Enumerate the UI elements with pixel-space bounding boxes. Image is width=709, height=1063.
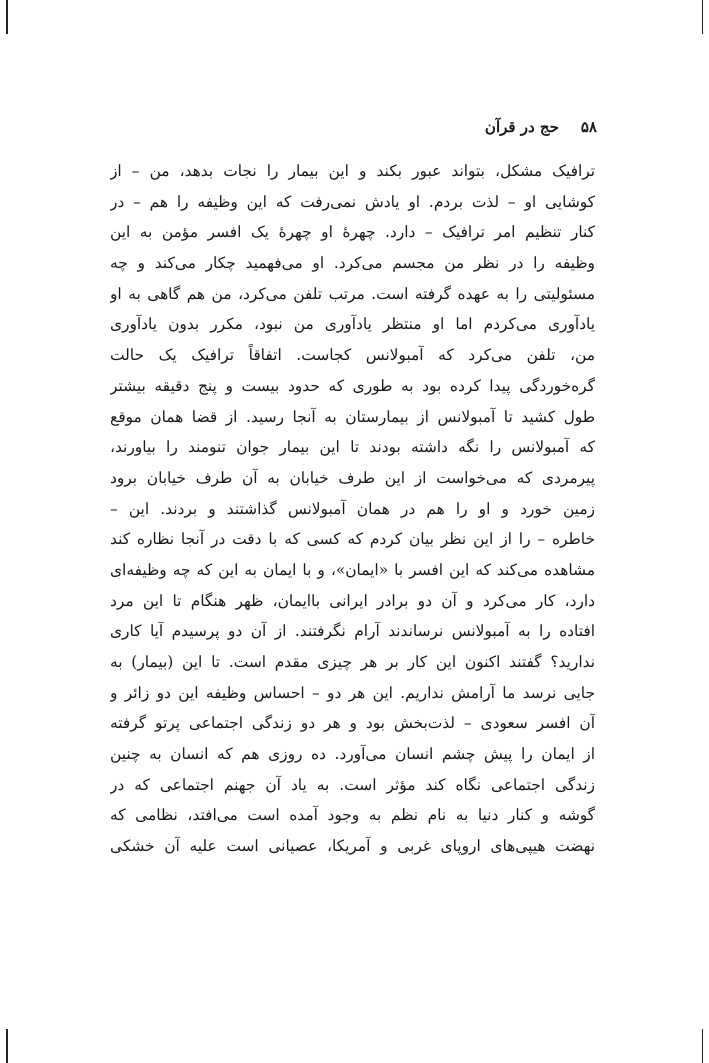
- text-line: وظیفه را در نظر من مجسم می‌کرد. او می‌فهمید چکار می‌کند و چه: [110, 254, 595, 273]
- running-head-title: حج در قرآن: [484, 118, 559, 136]
- text-line: ندارید؟ گفتند اکنون این کار بر هر چیزی مقدم است. تا این (بیمار) به: [110, 653, 595, 671]
- text-line: افتاده را به آمبولانس نرساندند آرام نگرفتند. از آن دو پرسیدم آیا کاری: [110, 622, 595, 641]
- text-line: گوشه و کنار دنیا به نام نظم به وجود آمده است می‌افتد، نظامی که: [110, 806, 595, 825]
- body-text: [110, 156, 595, 862]
- text-line: آن افسر سعودی – لذت‌بخش بود و هر دو زندگی اجتماعی پرتو گرفته: [110, 714, 595, 733]
- crop-mark-bottom-left: [6, 1029, 8, 1063]
- text-line: گره‌خوردگی پیدا کرده بود به طوری که حدود بیست و پنج دقیقه بیشتر: [110, 376, 595, 395]
- text-line: مشاهده می‌کند که این افسر با «ایمان»، و با ایمان به این که چه وظیفه‌ای: [110, 560, 595, 579]
- text-line: خاطره – را از این نظر بیان کردم که کسی که با دقت در آنجا نظاره کند: [110, 530, 595, 549]
- text-line: ترافیک مشکل، بتواند عبور بکند و این بیمار را نجات بدهد، من – از: [110, 162, 595, 180]
- crop-mark-bottom-right: [702, 1029, 704, 1063]
- page-number: ۵۸: [580, 118, 597, 136]
- text-line: جایی نرسد ما آرامش نداریم. این هر دو – احساس وظیفه این دو زائر و: [110, 683, 595, 702]
- crop-mark-top-right: [702, 0, 704, 34]
- text-line: من، تلفن می‌کرد که آمبولانس کجاست. اتفاقاً ترافیک یک حالت: [110, 346, 595, 365]
- text-line: یادآوری می‌کردم اما او منتظر یادآوری من نبود، مکرر بدون یادآوری: [110, 315, 595, 334]
- text-line: دارد، کار می‌کرد و آن دو برادر ایرانی باایمان، ظهر هنگام تا این مرد: [110, 591, 595, 610]
- text-line: که آمبولانس را نگه داشته بودند تا این بیمار جوان تنومند را بیاورند،: [110, 438, 595, 457]
- text-line: از ایمان را پیش چشم انسان می‌آورد. ده روزی هم که انسان به چنین: [110, 745, 595, 764]
- text-line: کنار تنظیم امر ترافیک – دارد. چهرهٔ او چهرهٔ یک افسر مؤمن به این: [110, 223, 595, 242]
- running-head: [485, 118, 597, 136]
- crop-mark-top-left: [6, 0, 8, 34]
- text-line: زمین خورد و او را هم در همان آمبولانس گذاشتند و بردند. این –: [110, 499, 595, 518]
- text-line: نهضت هیپی‌های اروپای غربی و آمریکا، عصیانی است علیه آن خشکی: [110, 837, 595, 856]
- text-line: طول کشید تا آمبولانس از بیمارستان به آنجا رسید. از قضا همان موقع: [110, 407, 595, 426]
- text-line: کوشایی او – لذت بردم. او یادش نمی‌رفت که این وظیفه را هم – در: [110, 192, 595, 211]
- text-line: پیرمردی که می‌خواست از این طرف خیابان به آن طرف خیابان برود: [110, 468, 595, 487]
- text-line: مسئولیتی را به عهده گرفته است. مرتب تلفن می‌کرد، من هم گاهی به او: [110, 284, 595, 303]
- text-line: زندگی اجتماعی نگاه کند مؤثر است. به یاد آن جهنم اجتماعی که در: [110, 775, 595, 794]
